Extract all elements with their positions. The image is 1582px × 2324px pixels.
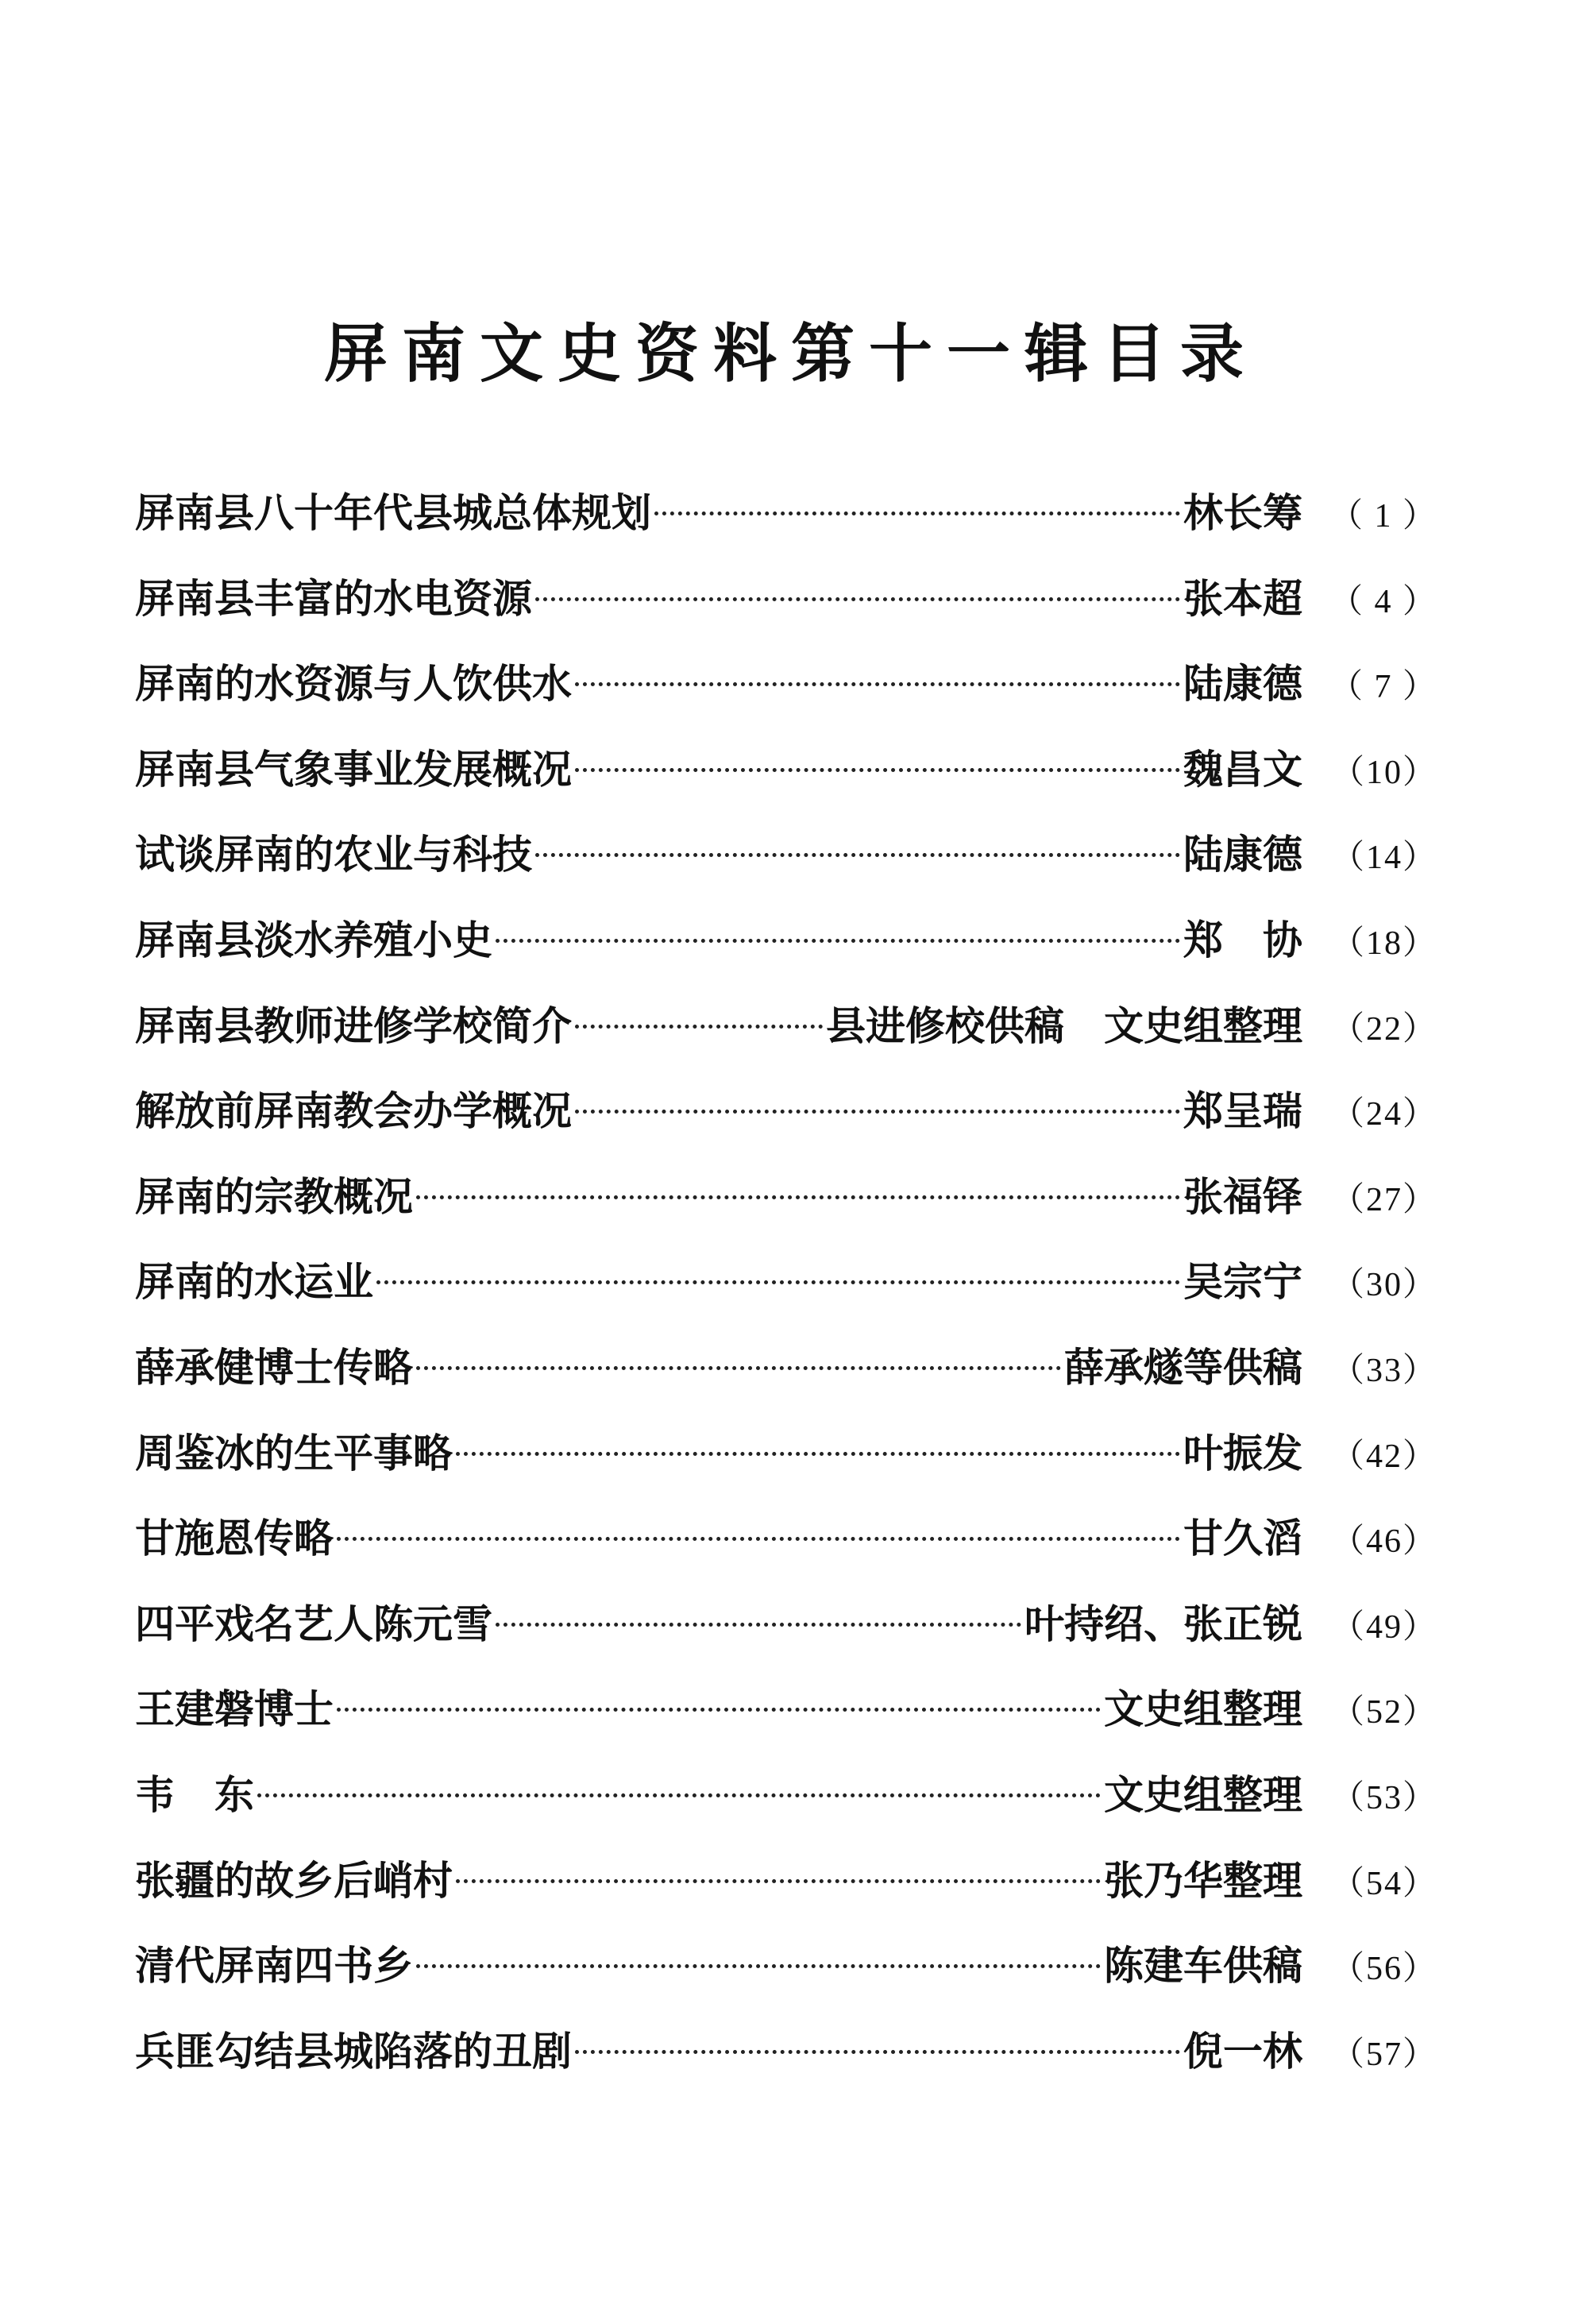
entry-title: 薛承健博士传略 <box>135 1343 413 1391</box>
dot-leader <box>535 597 1180 601</box>
toc-entry <box>135 556 1437 642</box>
entry-page-number: （56） <box>1330 1951 1437 1988</box>
toc-entry <box>135 1923 1437 2009</box>
entry-page-number: （46） <box>1330 1523 1437 1561</box>
entry-author: 郑 协 <box>1183 916 1302 963</box>
entry-title: 清代屏南四书乡 <box>135 1942 413 1990</box>
entry-author: 陆康德 <box>1183 831 1302 878</box>
dot-leader <box>575 1025 823 1029</box>
entry-author: 甘久滔 <box>1183 1515 1302 1562</box>
dot-leader <box>575 2050 1180 2054</box>
entry-title: 屏南的宗教概况 <box>135 1172 413 1220</box>
entry-page-number: （54） <box>1330 1865 1437 1902</box>
entry-title: 周鉴冰的生平事略 <box>135 1429 453 1477</box>
dot-leader <box>535 853 1180 857</box>
toc-entry <box>135 1666 1437 1752</box>
dot-leader <box>654 512 1180 515</box>
table-of-contents <box>135 470 1437 2094</box>
entry-author: 县进修校供稿 文史组整理 <box>826 1002 1302 1049</box>
toc-entry <box>135 1496 1437 1581</box>
dot-leader <box>257 1793 1101 1797</box>
toc-entry <box>135 1752 1437 1838</box>
toc-entry <box>135 2009 1437 2094</box>
entry-page-number: （27） <box>1330 1181 1437 1218</box>
entry-title: 张疆的故乡后峭村 <box>135 1856 453 1904</box>
toc-entry <box>135 898 1437 983</box>
entry-title: 甘施恩传略 <box>135 1515 334 1562</box>
entry-author: 叶持绍、张正锐 <box>1024 1600 1302 1647</box>
entry-page-number: （57） <box>1330 2036 1437 2073</box>
toc-entry <box>135 812 1437 898</box>
toc-entry <box>135 1581 1437 1667</box>
entry-author: 文史组整理 <box>1104 1685 1302 1733</box>
toc-entry <box>135 641 1437 727</box>
entry-author: 文史组整理 <box>1104 1770 1302 1818</box>
dot-leader <box>337 1708 1101 1712</box>
entry-title: 屏南的水资源与人饮供水 <box>135 660 572 708</box>
entry-title: 屏南县淡水养殖小史 <box>135 916 492 963</box>
dot-leader <box>416 1195 1180 1199</box>
entry-author: 魏昌文 <box>1183 745 1302 793</box>
dot-leader <box>376 1280 1180 1284</box>
dot-leader <box>456 1879 1101 1883</box>
entry-author: 郑呈瑞 <box>1183 1087 1302 1135</box>
entry-title: 屏南县八十年代县城总体规划 <box>135 489 651 536</box>
page-title: 屏南文史资料第十一辑目录 <box>324 316 1258 391</box>
entry-author: 薛承燧等供稿 <box>1064 1343 1302 1391</box>
toc-entry <box>135 470 1437 556</box>
entry-title: 屏南的水运业 <box>135 1258 373 1306</box>
entry-page-number: （ 7 ） <box>1329 669 1437 706</box>
entry-page-number: （22） <box>1330 1010 1437 1048</box>
entry-title: 王建磐博士 <box>135 1685 334 1733</box>
toc-entry <box>135 983 1437 1069</box>
dot-leader <box>575 682 1180 686</box>
entry-page-number: （14） <box>1330 840 1437 877</box>
entry-author: 张福铎 <box>1183 1172 1302 1220</box>
entry-author: 陆康德 <box>1183 660 1302 708</box>
toc-entry <box>135 1325 1437 1411</box>
entry-title: 屏南县气象事业发展概况 <box>135 745 572 793</box>
entry-page-number: （42） <box>1330 1438 1437 1475</box>
entry-title: 四平戏名艺人陈元雪 <box>135 1600 492 1647</box>
entry-author: 张本超 <box>1183 574 1302 622</box>
entry-page-number: （49） <box>1330 1608 1437 1646</box>
entry-author: 张乃华整理 <box>1104 1856 1302 1904</box>
entry-author: 叶振发 <box>1183 1429 1302 1477</box>
dot-leader <box>456 1452 1180 1456</box>
toc-entry <box>135 1154 1437 1240</box>
dot-leader <box>575 1110 1180 1114</box>
entry-page-number: （30） <box>1330 1267 1437 1304</box>
entry-page-number: （24） <box>1330 1096 1437 1133</box>
dot-leader <box>337 1537 1180 1541</box>
dot-leader <box>416 1366 1061 1370</box>
toc-entry <box>135 1068 1437 1154</box>
entry-page-number: （33） <box>1330 1352 1437 1389</box>
entry-title: 韦 东 <box>135 1770 254 1818</box>
entry-author: 陈建车供稿 <box>1104 1942 1302 1990</box>
entry-author: 吴宗宁 <box>1183 1258 1302 1306</box>
dot-leader <box>416 1964 1101 1968</box>
entry-title: 试谈屏南的农业与科技 <box>135 831 532 878</box>
entry-page-number: （ 4 ） <box>1329 583 1437 620</box>
entry-author: 林长筹 <box>1183 489 1302 536</box>
entry-title: 屏南县丰富的水电资源 <box>135 574 532 622</box>
entry-page-number: （52） <box>1330 1694 1437 1731</box>
toc-entry <box>135 1239 1437 1325</box>
entry-page-number: （53） <box>1330 1779 1437 1816</box>
toc-entry <box>135 1838 1437 1924</box>
entry-title: 解放前屏南教会办学概况 <box>135 1087 572 1135</box>
entry-page-number: （18） <box>1330 925 1437 962</box>
entry-page-number: （10） <box>1330 754 1437 791</box>
dot-leader <box>496 939 1180 943</box>
entry-title: 兵匪勾结县城陷落的丑剧 <box>135 2027 572 2075</box>
entry-page-number: （ 1 ） <box>1329 498 1437 535</box>
toc-entry <box>135 727 1437 813</box>
entry-title: 屏南县教师进修学校简介 <box>135 1002 572 1049</box>
dot-leader <box>575 768 1180 772</box>
entry-author: 倪一林 <box>1183 2027 1302 2075</box>
toc-entry <box>135 1411 1437 1496</box>
dot-leader <box>496 1623 1021 1627</box>
